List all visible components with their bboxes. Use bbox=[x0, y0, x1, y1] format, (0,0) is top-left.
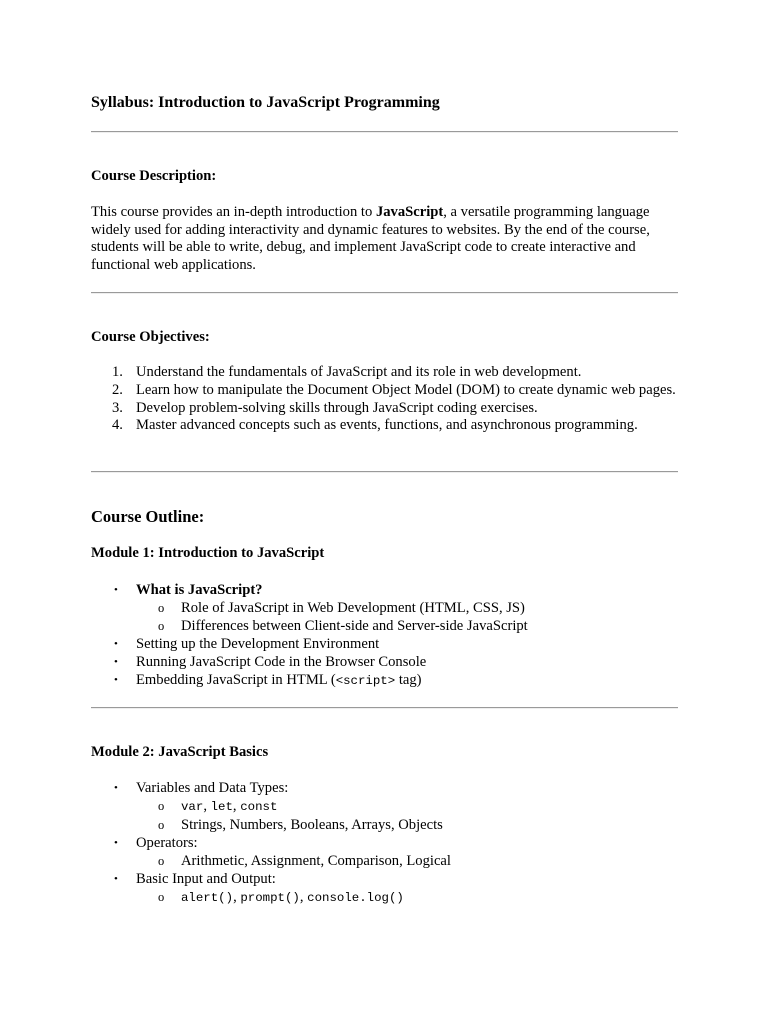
list-item-text: Operators: bbox=[136, 835, 198, 851]
bullet-icon: • bbox=[114, 638, 118, 650]
list-item bbox=[91, 364, 678, 382]
list-item-text: Understand the fundamentals of JavaScript and its role in web development. bbox=[136, 364, 582, 380]
sub-list bbox=[136, 797, 678, 834]
inline-code: <script> bbox=[335, 674, 396, 688]
list-item-text: Learn how to manipulate the Document Object Model (DOM) to create dynamic web pages. bbox=[136, 381, 676, 398]
sub-item-text: Differences between Client-side and Server-side JavaScript bbox=[181, 618, 528, 634]
inline-code: let bbox=[210, 800, 233, 814]
description-text-before: This course provides an in-depth introduction to bbox=[91, 204, 376, 220]
inline-code: const bbox=[240, 800, 278, 814]
separator: , bbox=[203, 798, 211, 814]
list-item-text: Basic Input and Output: bbox=[136, 871, 276, 887]
course-outline-heading: Course Outline: bbox=[91, 507, 205, 526]
bullet-icon: • bbox=[114, 782, 118, 794]
sub-item-text: Strings, Numbers, Booleans, Arrays, Objects bbox=[181, 817, 443, 833]
description-text-after: , a versatile programming language widely used for adding interactivity and dynamic features to websites. By the end of the course, students will be able to write, debug, and implement JavaScript code to create interactive and functional web applications. bbox=[91, 204, 650, 273]
list-item-text: Develop problem-solving skills through JavaScript coding exercises. bbox=[136, 399, 538, 416]
sub-list-item bbox=[136, 888, 678, 907]
circle-bullet-icon: o bbox=[158, 854, 165, 868]
inline-code: alert() bbox=[181, 891, 234, 905]
sub-list-item bbox=[136, 617, 678, 635]
circle-bullet-icon: o bbox=[158, 619, 165, 633]
list-number: 3. bbox=[112, 399, 123, 416]
bullet-icon: • bbox=[114, 674, 118, 686]
sub-list-item bbox=[136, 599, 678, 617]
sub-item-text: Arithmetic, Assignment, Comparison, Logical bbox=[181, 853, 451, 869]
circle-bullet-icon: o bbox=[158, 890, 165, 904]
module-1-topics bbox=[91, 581, 678, 690]
sub-list-item bbox=[136, 816, 678, 834]
inline-code: var bbox=[181, 800, 204, 814]
divider bbox=[91, 131, 678, 133]
list-item bbox=[91, 671, 678, 690]
bullet-icon: • bbox=[114, 656, 118, 668]
list-item-text: Setting up the Development Environment bbox=[136, 636, 380, 652]
bullet-icon: • bbox=[114, 584, 118, 596]
description-bold-term: JavaScript bbox=[375, 204, 444, 220]
separator: , bbox=[299, 889, 308, 905]
sub-list bbox=[136, 888, 678, 907]
document-title: Syllabus: Introduction to JavaScript Programming bbox=[91, 94, 440, 111]
inline-code: prompt() bbox=[240, 891, 300, 905]
list-item bbox=[91, 581, 678, 635]
sub-list bbox=[136, 852, 678, 870]
circle-bullet-icon: o bbox=[158, 799, 165, 813]
list-item bbox=[91, 779, 678, 834]
list-number: 2. bbox=[112, 381, 123, 398]
course-description-text bbox=[91, 204, 678, 274]
module-2-heading: Module 2: JavaScript Basics bbox=[91, 744, 269, 760]
list-item bbox=[91, 870, 678, 907]
separator: , bbox=[232, 798, 241, 814]
list-item bbox=[91, 635, 678, 653]
module-2-topics bbox=[91, 779, 678, 907]
sub-list-item bbox=[136, 852, 678, 870]
bullet-icon: • bbox=[114, 837, 118, 849]
sub-list bbox=[136, 599, 678, 635]
divider bbox=[91, 471, 678, 473]
divider bbox=[91, 707, 678, 709]
circle-bullet-icon: o bbox=[158, 818, 165, 832]
inline-code: console.log() bbox=[307, 891, 404, 905]
list-item bbox=[91, 653, 678, 671]
sub-list-item bbox=[136, 797, 678, 816]
list-item bbox=[91, 382, 678, 400]
module-1-heading: Module 1: Introduction to JavaScript bbox=[91, 545, 325, 561]
list-item-text: What is JavaScript? bbox=[136, 582, 263, 598]
bullet-icon: • bbox=[114, 873, 118, 885]
list-item bbox=[91, 417, 678, 435]
course-description-heading: Course Description: bbox=[91, 168, 217, 184]
list-number: 4. bbox=[112, 417, 123, 434]
list-number: 1. bbox=[112, 364, 123, 380]
list-item bbox=[91, 400, 678, 418]
course-objectives-heading: Course Objectives: bbox=[91, 329, 210, 345]
list-item-text: Variables and Data Types: bbox=[136, 780, 289, 796]
objectives-list bbox=[91, 364, 678, 435]
list-item-text-before: Embedding JavaScript in HTML ( bbox=[136, 672, 336, 688]
list-item-text-after: tag) bbox=[395, 672, 422, 688]
list-item bbox=[91, 834, 678, 870]
list-item-text: Running JavaScript Code in the Browser Console bbox=[136, 654, 427, 670]
divider bbox=[91, 292, 678, 294]
sub-item-text: Role of JavaScript in Web Development (HTML, CSS, JS) bbox=[181, 600, 525, 616]
list-item-text: Master advanced concepts such as events, functions, and asynchronous programming. bbox=[136, 417, 638, 434]
separator: , bbox=[233, 889, 241, 905]
circle-bullet-icon: o bbox=[158, 601, 165, 615]
